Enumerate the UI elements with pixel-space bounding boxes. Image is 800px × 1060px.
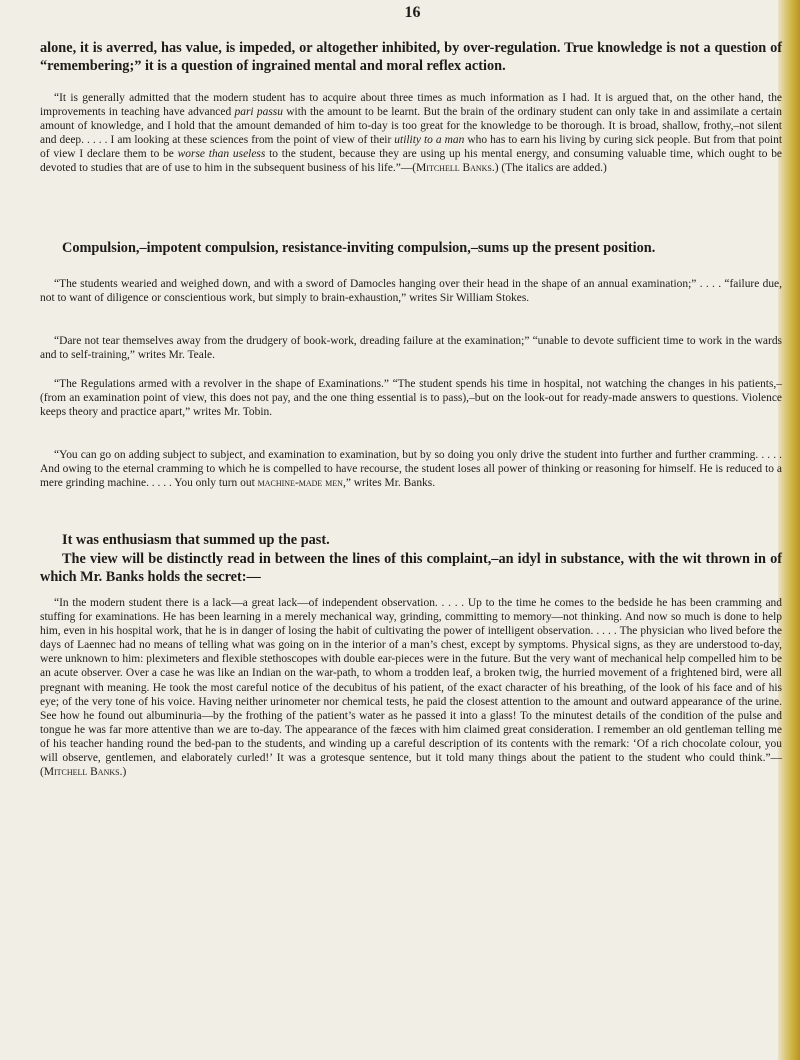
quote-tobin [40, 377, 782, 419]
quote-teale [40, 334, 782, 362]
paragraph-view [40, 551, 782, 586]
italic-text: worse than useless [177, 148, 266, 161]
quote-text: “The students wearied and weighed down, and with a sword of Damocles hanging over their head in the shape of an annual examination;” . . . . “failure due, not to want of diligence or conscientious work, but simply to brain-exhaustion,” writes Sir William Stokes. [40, 278, 782, 305]
paragraph-text: Compulsion,–impotent compulsion, resistance-inviting compulsion,–sums up the present position. [62, 240, 656, 256]
quote-text: “In the modern student there is a lack—a great lack—of independent observation. . . . . Up to the time he comes to the bedside he has been cramming and stuffing for examinations. He has been learning in a merely mechanical way, grinding, committing to memory—not thinking. And now so much is done to help him, even in his hospital work, that he is in danger of losing the habit of cultivating the power of intelligent observation. . . . . The physician who lived before the days of Laennec had no means of telling what was going on in the interior of a man’s chest, except by symptoms. Physical signs, as they are understood to-day, were unknown to him: pleximeters and flexible stethoscopes with double ear-pieces were in the future. But the very want of mechanical help compelled him to be an acute observer. Over a case he was like an Indian on the war-path, to whom a trodden leaf, a broken twig, the hurried movement of a frightened bird, were all pregnant with meaning. He took the most careful notice of the decubitus of his patient, of the exact character of his breathing, of the look of his face and of his eye; of the very tone of his voice. Having neither urinometer nor chemical tests, he paid the closest attention to the amount and outward appearance of the urine. See how he found out albuminuria—by the frothing of the patient’s water as he passed it into a glass! To the minutest details of the condition of the pulse and tongue he was far more attentive than we are to-day. The appearance of the fæces with him claimed great consideration. I remember an old gentleman telling me of his teacher handing round the bed-pan to the students, and winding up a careful description of its contents with the remark: ‘Of a rich chocolate colour, you will observe, gentlemen, and elaborately curled!’ It was a grotesque sentence, but it told many things about the patient to the student who could think.”—( [40, 597, 782, 779]
quote-text: “The Regulations armed with a revolver in the shape of Examinations.” “The student spends his time in hospital, not watching the changes in his patients,–(from an examination point of view, this does not pay, and the one thing essential is to pass),–but on the look-out for ready-made answers to questions. Violence keeps theory and practice apart,” writes Mr. Tobin. [40, 378, 782, 419]
quote-text: .) (The italics are added.) [491, 162, 607, 175]
quote-text: to the student, because they are using up his mental energy, and consuming valuable time, which ought to be devoted to studies that are of use to him in the subsequent business of his life.”—( [40, 148, 783, 175]
quote-text: with the amount to be learnt. But the brain of the ordinary student can only take in and assimilate a certain amount of knowledge, and I hold that the amount demanded of him to-day is too great for the knowledge to be thorough. It is broad, shallow, frothy,–not silent and deep. . . . . I am looking at these sciences from the point of view of their [40, 106, 782, 147]
quote-text: “It is generally admitted that the modern student has to acquire about three times as much information as I had. It is argued that, on the other hand, the improvements in teaching have advanced [40, 92, 782, 119]
paragraph-opening [40, 40, 782, 75]
quote-mitchell-banks-1 [40, 91, 782, 176]
paragraph-text: The view will be distinctly read in between the lines of this complaint,–an idyl in substance, with the wit thrown in of which Mr. Banks holds the secret:— [40, 551, 782, 585]
paragraph-text: It was enthusiasm that summed up the past. [62, 532, 330, 548]
italic-text: utility to a man [394, 134, 465, 147]
small-caps-text: machine-made men [257, 477, 343, 490]
quote-text: “You can go on adding subject to subject, and examination to examination, but by so doing you only drive the student into further and further cramming. . . . . And owing to the eternal cramming to which he is compelled to have recourse, the student loses all power of thinking or reasoning for himself. He is reduced to a mere grinding machine. . . . . You only turn out [40, 449, 782, 490]
attribution: Mitchell Banks [416, 162, 492, 175]
quote-mitchell-banks-2 [40, 596, 782, 779]
quote-text: .) [119, 766, 127, 779]
paragraph-enthusiasm [40, 532, 782, 550]
paragraph-compulsion [40, 240, 782, 258]
quote-stokes [40, 277, 782, 305]
page-number: 16 [404, 4, 421, 21]
paragraph-text: alone, it is averred, has value, is impeded, or altogether inhibited, by over-regulation. True knowledge is not a question of “remembering;” it is a question of ingrained mental and moral reflex action. [40, 40, 782, 74]
quote-text: who has to earn his living by curing sick people. But from that point of view I declare them to be [40, 134, 783, 161]
quote-text: ,” writes Mr. Banks. [342, 477, 436, 490]
attribution: Mitchell Banks [43, 766, 120, 779]
italic-text: pari passu [234, 106, 283, 119]
quote-text: “Dare not tear themselves away from the drudgery of book-work, dreading failure at the examination;” “unable to devote sufficient time to work in the wards and to self-training,” writes Mr. Teale. [40, 335, 782, 362]
quote-banks-machine [40, 448, 782, 490]
